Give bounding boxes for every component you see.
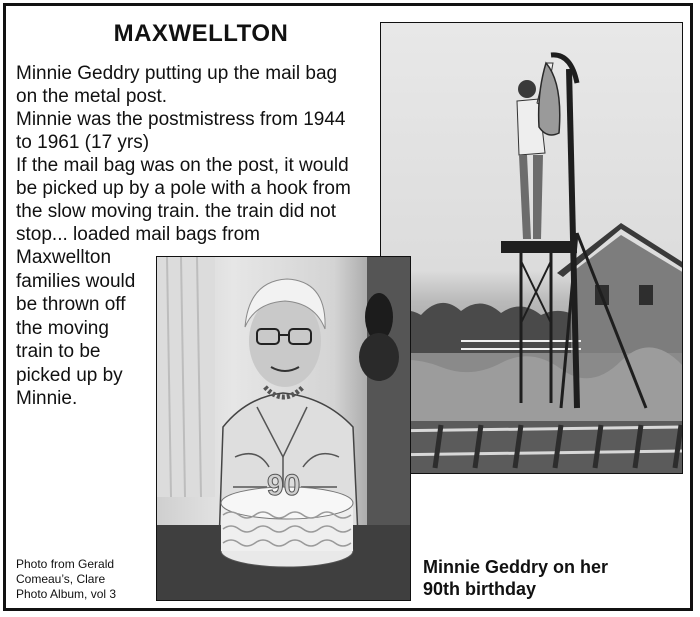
story-line: Minnie was the postmistress from 1944 <box>16 109 346 130</box>
story-line: If the mail bag was on the post, it would <box>16 155 349 176</box>
story-line: be picked up by a pole with a hook from <box>16 178 351 199</box>
story-line: the moving <box>16 317 109 339</box>
photo-credit <box>16 557 116 602</box>
birthday-caption-line: 90th birthday <box>423 579 537 599</box>
photo-credit-line: Comeau’s, Clare <box>16 572 106 586</box>
story-line: to 1961 (17 yrs) <box>16 132 150 153</box>
birthday-photo <box>156 256 411 601</box>
story-text <box>16 62 351 246</box>
birthday-caption-line: Minnie Geddry on her <box>423 557 609 577</box>
story-text-narrow <box>16 246 135 411</box>
story-line: be thrown off <box>16 294 126 315</box>
story-line: families would <box>16 270 136 292</box>
mail-post-photo <box>380 22 683 474</box>
story-line: the slow moving train. the train did not <box>16 201 337 222</box>
story-line: on the metal post. <box>16 86 168 107</box>
birthday-caption <box>423 556 608 600</box>
mail-post-illustration <box>381 23 683 474</box>
story-line: Minnie. <box>16 388 78 409</box>
photo-credit-line: Photo from Gerald <box>16 557 115 571</box>
page-title: MAXWELLTON <box>113 20 289 47</box>
birthday-illustration <box>157 257 411 601</box>
photo-credit-line: Photo Album, vol 3 <box>16 587 117 601</box>
story-line: train to be <box>16 341 101 362</box>
story-line: stop... loaded mail bags from <box>16 224 260 245</box>
story-line: picked up by <box>16 364 123 386</box>
cake-number: 90 <box>267 469 301 502</box>
story-line: Maxwellton <box>16 247 112 268</box>
story-line: Minnie Geddry putting up the mail bag <box>16 63 338 84</box>
